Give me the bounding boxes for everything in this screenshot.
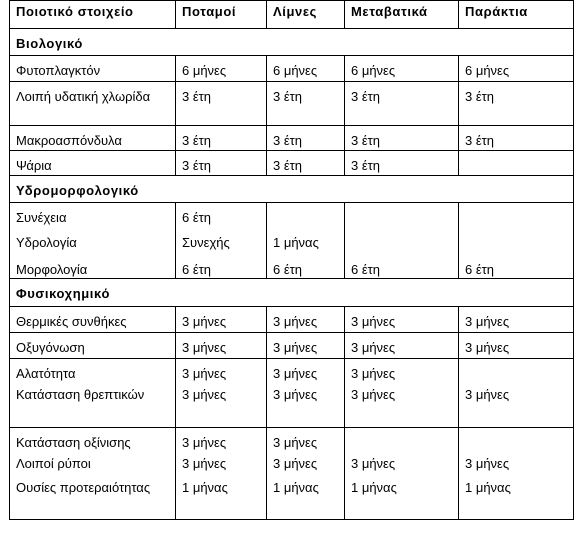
cell-lakes: 3 μήνες: [267, 307, 345, 333]
table-row: [10, 359, 574, 383]
row-label: Μακροασπόνδυλα: [10, 126, 176, 151]
cell-coastal: 3 έτη: [459, 82, 574, 126]
row-label: Αλατότητα: [10, 359, 176, 383]
row-label: Κατάσταση οξίνισης: [10, 428, 176, 452]
section-row-physicochemical: [10, 279, 574, 307]
row-label: Λοιποί ρύποι: [10, 452, 176, 476]
cell-coastal: [459, 203, 574, 228]
cell-coastal: 6 μήνες: [459, 56, 574, 82]
cell-lakes: 3 μήνες: [267, 359, 345, 383]
cell-rivers: 6 έτη: [176, 203, 267, 228]
cell-transitional: [345, 428, 459, 452]
cell-rivers: 3 έτη: [176, 82, 267, 126]
row-label: Λοιπή υδατική χλωρίδα: [10, 82, 176, 126]
cell-lakes: 3 μήνες: [267, 428, 345, 452]
header-transitional: Μεταβατικά: [345, 1, 459, 29]
cell-transitional: 3 μήνες: [345, 307, 459, 333]
cell-rivers: 6 έτη: [176, 255, 267, 279]
table-row: [10, 126, 574, 151]
section-title-physicochemical: Φυσικοχημικό: [10, 279, 574, 307]
cell-coastal: 3 μήνες: [459, 333, 574, 359]
cell-lakes: [267, 203, 345, 228]
row-label: Φυτοπλαγκτόν: [10, 56, 176, 82]
cell-transitional: 3 μήνες: [345, 452, 459, 476]
table-row: [10, 56, 574, 82]
header-quality-element: Ποιοτικό στοιχείο: [10, 1, 176, 29]
row-label: Ουσίες προτεραιότητας: [10, 476, 176, 520]
table-row: [10, 228, 574, 255]
cell-rivers: 3 μήνες: [176, 452, 267, 476]
cell-lakes: 6 έτη: [267, 255, 345, 279]
cell-rivers: 1 μήνας: [176, 476, 267, 520]
section-row-hydromorphological: [10, 176, 574, 203]
cell-lakes: 3 έτη: [267, 151, 345, 176]
table-row: [10, 428, 574, 452]
cell-rivers: 3 έτη: [176, 151, 267, 176]
cell-rivers: 3 μήνες: [176, 428, 267, 452]
header-lakes: Λίμνες: [267, 1, 345, 29]
row-label: Μορφολογία: [10, 255, 176, 279]
header-row: [10, 1, 574, 29]
cell-transitional: 3 έτη: [345, 82, 459, 126]
section-title-hydromorphological: Υδρομορφολογικό: [10, 176, 574, 203]
table-row: [10, 82, 574, 126]
row-label: Οξυγόνωση: [10, 333, 176, 359]
cell-rivers: Συνεχής: [176, 228, 267, 255]
cell-coastal: [459, 151, 574, 176]
cell-lakes: 3 έτη: [267, 126, 345, 151]
row-label: Κατάσταση θρεπτικών: [10, 383, 176, 428]
cell-coastal: 6 έτη: [459, 255, 574, 279]
cell-coastal: 3 μήνες: [459, 307, 574, 333]
cell-coastal: 3 έτη: [459, 126, 574, 151]
cell-coastal: 3 μήνες: [459, 383, 574, 428]
table-row: [10, 255, 574, 279]
cell-lakes: 3 μήνες: [267, 452, 345, 476]
cell-rivers: 3 μήνες: [176, 307, 267, 333]
table-row: [10, 203, 574, 228]
table-row: [10, 307, 574, 333]
row-label: Υδρολογία: [10, 228, 176, 255]
cell-rivers: 3 μήνες: [176, 333, 267, 359]
cell-rivers: 6 μήνες: [176, 56, 267, 82]
section-row-biological: [10, 29, 574, 56]
cell-lakes: 6 μήνες: [267, 56, 345, 82]
cell-transitional: 6 έτη: [345, 255, 459, 279]
cell-transitional: 3 μήνες: [345, 333, 459, 359]
cell-lakes: 1 μήνας: [267, 476, 345, 520]
table-row: [10, 476, 574, 520]
cell-lakes: 1 μήνας: [267, 228, 345, 255]
cell-transitional: 3 έτη: [345, 126, 459, 151]
table-row: [10, 333, 574, 359]
row-label: Θερμικές συνθήκες: [10, 307, 176, 333]
header-coastal: Παράκτια: [459, 1, 574, 29]
cell-coastal: [459, 228, 574, 255]
cell-rivers: 3 μήνες: [176, 383, 267, 428]
cell-lakes: 3 μήνες: [267, 383, 345, 428]
cell-coastal: [459, 359, 574, 383]
monitoring-frequency-table: [9, 0, 574, 520]
cell-rivers: 3 έτη: [176, 126, 267, 151]
row-label: Ψάρια: [10, 151, 176, 176]
row-label: Συνέχεια: [10, 203, 176, 228]
cell-lakes: 3 έτη: [267, 82, 345, 126]
header-rivers: Ποταμοί: [176, 1, 267, 29]
table-row: [10, 452, 574, 476]
cell-coastal: 3 μήνες: [459, 452, 574, 476]
cell-lakes: 3 μήνες: [267, 333, 345, 359]
cell-transitional: [345, 203, 459, 228]
cell-transitional: 3 μήνες: [345, 383, 459, 428]
cell-rivers: 3 μήνες: [176, 359, 267, 383]
table-row: [10, 151, 574, 176]
section-title-biological: Βιολογικό: [10, 29, 574, 56]
cell-transitional: 3 μήνες: [345, 359, 459, 383]
table-row: [10, 383, 574, 428]
cell-transitional: 3 έτη: [345, 151, 459, 176]
cell-transitional: [345, 228, 459, 255]
cell-transitional: 1 μήνας: [345, 476, 459, 520]
cell-coastal: 1 μήνας: [459, 476, 574, 520]
cell-transitional: 6 μήνες: [345, 56, 459, 82]
cell-coastal: [459, 428, 574, 452]
